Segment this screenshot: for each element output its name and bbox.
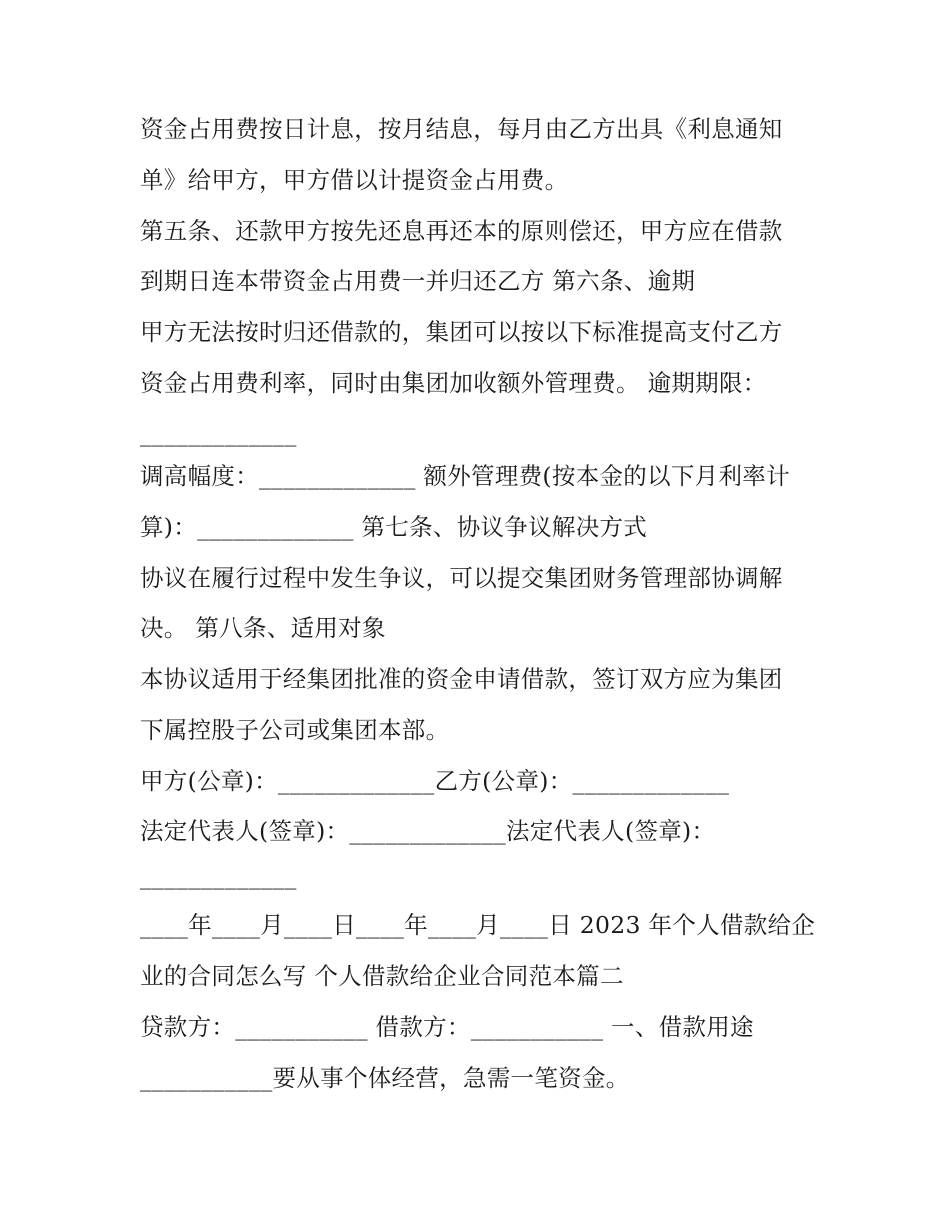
text-line: 法定代表人(签章)：_____________法定代表人(签章)：	[140, 817, 716, 845]
text-line: 单》给甲方，甲方借以计提资金占用费。	[140, 166, 569, 194]
text-line: 本协议适用于经集团批准的资金申请借款，签订双方应为集团	[140, 665, 783, 693]
text-line: 甲方(公章)：_____________乙方(公章)：_____________	[140, 767, 730, 795]
text-line: 算)：_____________ 第七条、协议争议解决方式	[140, 513, 648, 541]
text-line: ____年____月____日____年____月____日 2023 年个人借款给企	[140, 911, 816, 939]
signature-blank-line: _____________	[140, 419, 297, 447]
text-line: ___________要从事个体经营，急需一笔资金。	[140, 1064, 630, 1092]
text-line: 到期日连本带资金占用费一并归还乙方 第六条、逾期	[140, 267, 696, 295]
text-line: 调高幅度：_____________ 额外管理费(按本金的以下月利率计	[140, 462, 790, 490]
text-line: 下属控股子公司或集团本部。	[140, 716, 450, 744]
text-line: 贷款方：___________ 借款方：___________ 一、借款用途	[140, 1013, 754, 1041]
text-line: 决。 第八条、适用对象	[140, 614, 386, 642]
signature-blank-line: _____________	[140, 862, 297, 890]
text-line: 业的合同怎么写 个人借款给企业合同范本篇二	[140, 962, 624, 990]
text-line: 资金占用费按日计息，按月结息，每月由乙方出具《利息通知	[140, 115, 783, 143]
text-line: 第五条、还款甲方按先还息再还本的原则偿还，甲方应在借款	[140, 217, 783, 245]
text-line: 资金占用费利率，同时由集团加收额外管理费。 逾期期限：	[140, 369, 767, 397]
text-line: 甲方无法按时归还借款的，集团可以按以下标准提高支付乙方	[140, 318, 783, 346]
text-line: 协议在履行过程中发生争议，可以提交集团财务管理部协调解	[140, 564, 783, 592]
